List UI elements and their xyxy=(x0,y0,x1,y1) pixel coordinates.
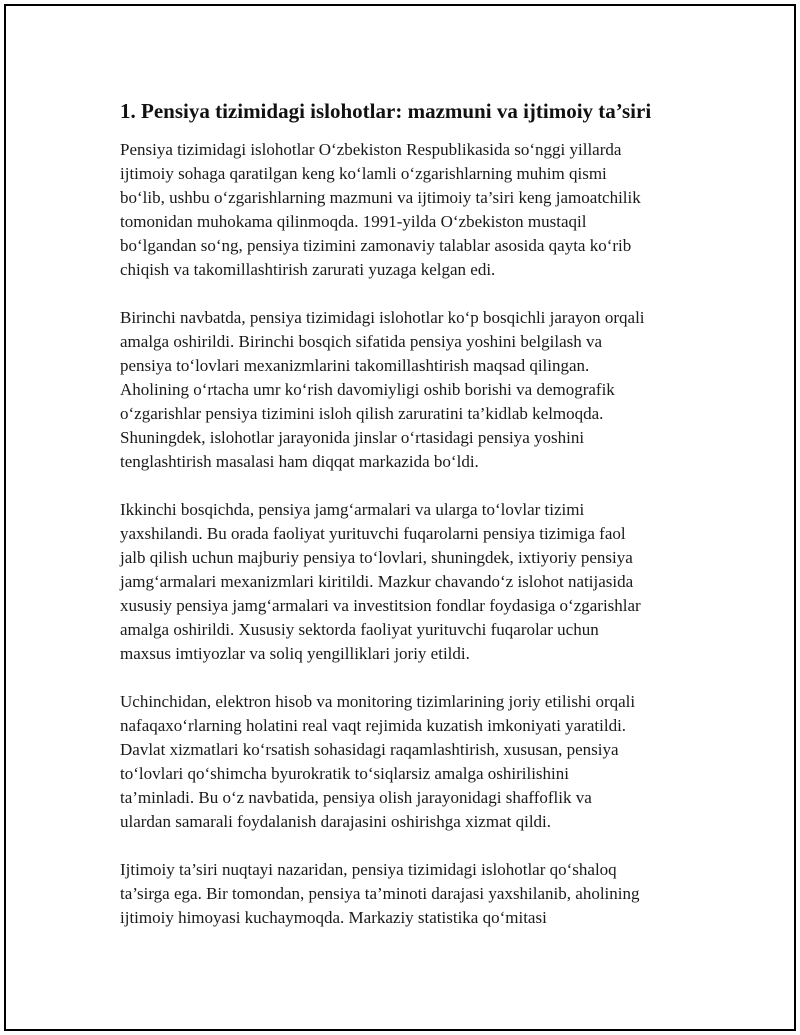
text-line: ulardan samarali foydalanish darajasini oshirishga xizmat qildi. xyxy=(120,812,552,831)
document-page xyxy=(4,4,796,1031)
text-line: Aholining o‘rtacha umr ko‘rish davomiyligi oshib borishi va demografik xyxy=(120,380,615,399)
text-line: Pensiya tizimidagi islohotlar O‘zbekiston Respublikasida so‘nggi yillarda xyxy=(120,140,622,159)
paragraph-4 xyxy=(120,690,700,834)
section-heading: 1. Pensiya tizimidagi islohotlar: mazmuni va ijtimoiy ta’siri xyxy=(120,99,652,123)
text-line: bo‘lgandan so‘ng, pensiya tizimini zamonaviy talablar asosida qayta ko‘rib xyxy=(120,236,632,255)
text-line: xususiy pensiya jamg‘armalari va investitsion fondlar foydasiga o‘zgarishlar xyxy=(120,596,641,615)
paragraph-1 xyxy=(120,138,700,282)
text-line: amalga oshirildi. Birinchi bosqich sifatida pensiya yoshini belgilash va xyxy=(120,332,603,351)
text-line: tenglashtirish masalasi ham diqqat markazida bo‘ldi. xyxy=(120,452,479,471)
text-line: ijtimoiy himoyasi kuchaymoqda. Markaziy statistika qo‘mitasi xyxy=(120,908,547,927)
text-line: yaxshilandi. Bu orada faoliyat yurituvchi fuqarolarni pensiya tizimiga faol xyxy=(120,524,626,543)
text-line: tomonidan muhokama qilinmoqda. 1991-yilda O‘zbekiston mustaqil xyxy=(120,212,587,231)
text-line: ta’minladi. Bu o‘z navbatida, pensiya olish jarayonidagi shaffoflik va xyxy=(120,788,592,807)
text-line: chiqish va takomillashtirish zarurati yuzaga kelgan edi. xyxy=(120,260,496,279)
paragraph-3 xyxy=(120,498,700,666)
text-line: o‘zgarishlar pensiya tizimini isloh qilish zaruratini ta’kidlab kelmoqda. xyxy=(120,404,604,423)
text-line: jalb qilish uchun majburiy pensiya to‘lovlari, shuningdek, ixtiyoriy pensiya xyxy=(120,548,633,567)
paragraph-5 xyxy=(120,858,700,930)
text-line: jamg‘armalari mexanizmlari kiritildi. Mazkur chavando‘z islohot natijasida xyxy=(120,572,634,591)
text-line: Ikkinchi bosqichda, pensiya jamg‘armalari va ularga to‘lovlar tizimi xyxy=(120,500,585,519)
text-line: Ijtimoiy ta’siri nuqtayi nazaridan, pensiya tizimidagi islohotlar qo‘shaloq xyxy=(120,860,617,879)
text-line: bo‘lib, ushbu o‘zgarishlarning mazmuni va ijtimoiy ta’siri keng jamoatchilik xyxy=(120,188,641,207)
text-line: Davlat xizmatlari ko‘rsatish sohasidagi raqamlashtirish, xususan, pensiya xyxy=(120,740,619,759)
text-line: to‘lovlari qo‘shimcha byurokratik to‘siqlarsiz amalga oshirilishini xyxy=(120,764,569,783)
text-line: maxsus imtiyozlar va soliq yengilliklari joriy etildi. xyxy=(120,644,470,663)
text-line: Shuningdek, islohotlar jarayonida jinslar o‘rtasidagi pensiya yoshini xyxy=(120,428,585,447)
text-line: pensiya to‘lovlari mexanizmlarini takomillashtirish maqsad qilingan. xyxy=(120,356,590,375)
text-line: ijtimoiy sohaga qaratilgan keng ko‘lamli o‘zgarishlarning muhim qismi xyxy=(120,164,607,183)
text-line: Uchinchidan, elektron hisob va monitoring tizimlarining joriy etilishi orqali xyxy=(120,692,636,711)
document-content xyxy=(120,98,700,954)
text-line: Birinchi navbatda, pensiya tizimidagi islohotlar ko‘p bosqichli jarayon orqali xyxy=(120,308,645,327)
text-line: ta’sirga ega. Bir tomondan, pensiya ta’minoti darajasi yaxshilanib, aholining xyxy=(120,884,640,903)
text-line: nafaqaxo‘rlarning holatini real vaqt rejimida kuzatish imkoniyati yaratildi. xyxy=(120,716,627,735)
text-line: amalga oshirildi. Xususiy sektorda faoliyat yurituvchi fuqarolar uchun xyxy=(120,620,599,639)
paragraph-2 xyxy=(120,306,700,474)
